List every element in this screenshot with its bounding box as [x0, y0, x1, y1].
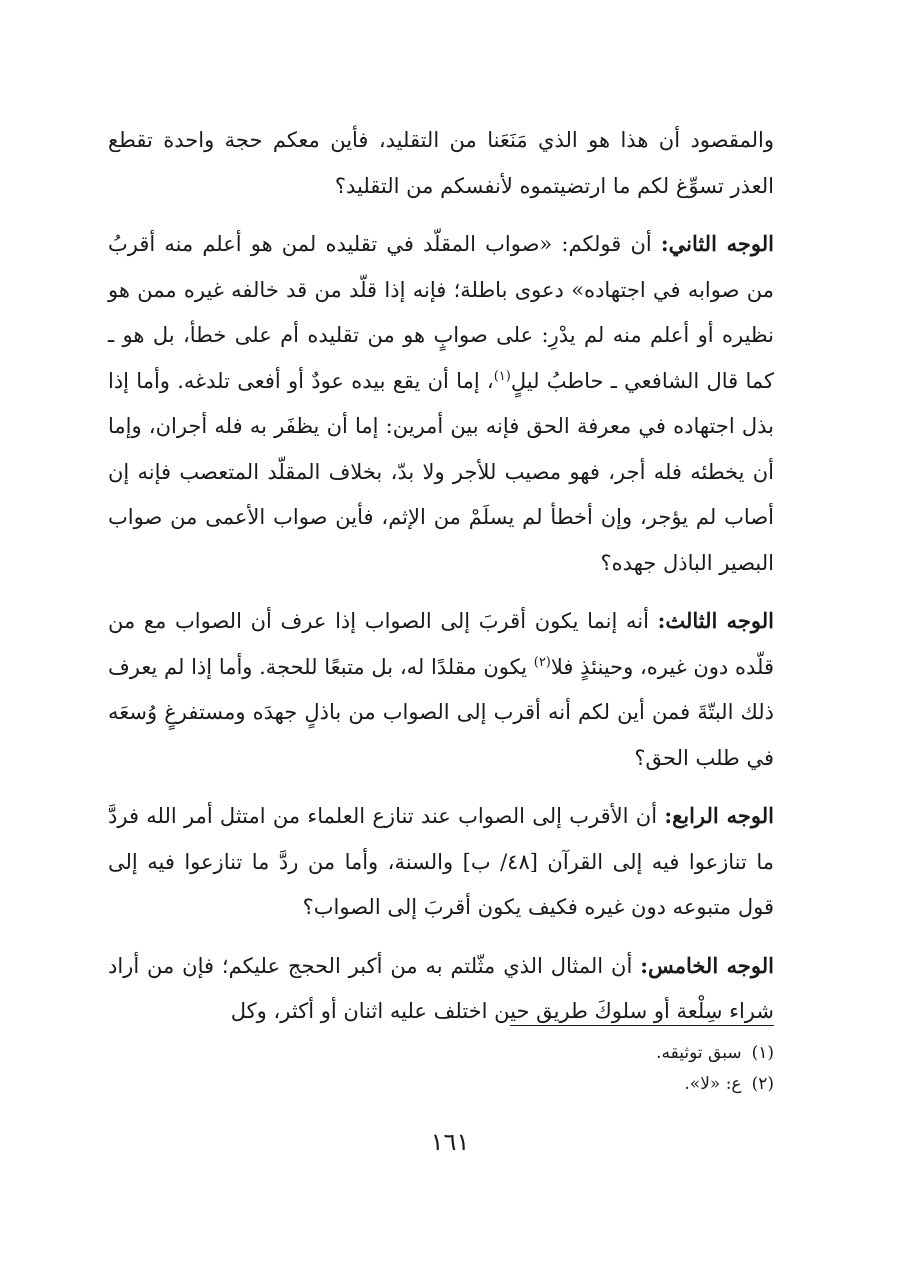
paragraph-second-aspect: [108, 221, 774, 586]
paragraph-heading: الوجه الثاني:: [660, 231, 774, 256]
paragraph-fifth-aspect: [108, 943, 774, 1035]
footnote-item: [108, 1069, 774, 1100]
paragraph-text: أن قولكم: «صواب المقلّد في تقليده لمن هو أعلم منه أقربُ من صوابه في اجتهاده» دعوى باطلة؛ فإنه إذا قلّد من قد خالفه غيره ممن هو نظيره أو أعلم منه لم يدْرِ: على صوابٍ هو من تقليده أم على خطأ، بل هو ـ كما قال الشافعي ـ حاطبُ ليلٍ: [108, 232, 774, 393]
paragraph-text: ، إما أن يقع بيده عودٌ أو أفعى تلدغه. وأما إذا بذل اجتهاده في معرفة الحق فإنه بين أمرين: إما أن يظفَر به فله أجران، وإما أن يخطئه فله أجر، فهو مصيب للأجر ولا بدّ، بخلاف المقلّد المتعصب فإنه إن أصاب لم يؤجر، وإن أخطأ لم يسلَمْ من الإثم، فأين صواب الأعمى من صواب البصير الباذل جهده؟: [108, 368, 774, 575]
paragraph-text: والمقصود أن هذا هو الذي مَنَعَنا من التقليد، فأين معكم حجة واحدة تقطع العذر تسوِّغ لكم ما ارتضيتموه لأنفسكم من التقليد؟: [108, 128, 774, 198]
main-text: [108, 118, 774, 1035]
footnote-number: (١): [751, 1043, 774, 1063]
paragraph-text: أنه إنما يكون أقربَ إلى الصواب إذا عرف أن الصواب مع من قلّده دون غيره، وحينئذٍ فلا: [108, 609, 774, 679]
paragraph-heading: الوجه الرابع:: [664, 803, 774, 828]
paragraph-heading: الوجه الثالث:: [657, 608, 775, 633]
footnotes: [108, 1038, 774, 1100]
footnote-text: ع: «لا».: [684, 1074, 742, 1094]
paragraph-third-aspect: [108, 598, 774, 781]
paragraph-intro: [108, 118, 774, 209]
footnote-reference[interactable]: (٢): [533, 654, 551, 670]
page-number: ١٦١: [430, 1128, 470, 1156]
footnote-number: (٢): [751, 1074, 774, 1094]
footnote-item: [108, 1038, 774, 1069]
footnote-divider: [510, 1025, 774, 1026]
paragraph-text: أن المثال الذي مثّلتم به من أكبر الحجج عليكم؛ فإن من أراد شراء سِلْعة أو سلوكَ طريق حين اختلف عليه اثنان أو أكثر، وكل: [108, 953, 774, 1023]
paragraph-text: يكون مقلدًا له، بل متبعًا للحجة. وأما إذا لم يعرف ذلك البتّةَ فمن أين لكم أنه أقرب إلى الصواب من باذلٍ جهدَه ومستفرغٍ وُسعَه في طلب الحق؟: [108, 654, 774, 770]
footnote-text: سبق توثيقه.: [656, 1043, 742, 1063]
paragraph-fourth-aspect: [108, 793, 774, 931]
paragraph-text: أن الأقرب إلى الصواب عند تنازع العلماء من امتثل أمر الله فردَّ ما تنازعوا فيه إلى القرآن [٤٨/ ب] والسنة، وأما من ردَّ ما تنازعوا فيه إلى قول متبوعه دون غيره فكيف يكون أقربَ إلى الصواب؟: [108, 804, 774, 919]
paragraph-heading: الوجه الخامس:: [640, 952, 774, 978]
footnote-reference[interactable]: (١): [493, 368, 511, 384]
